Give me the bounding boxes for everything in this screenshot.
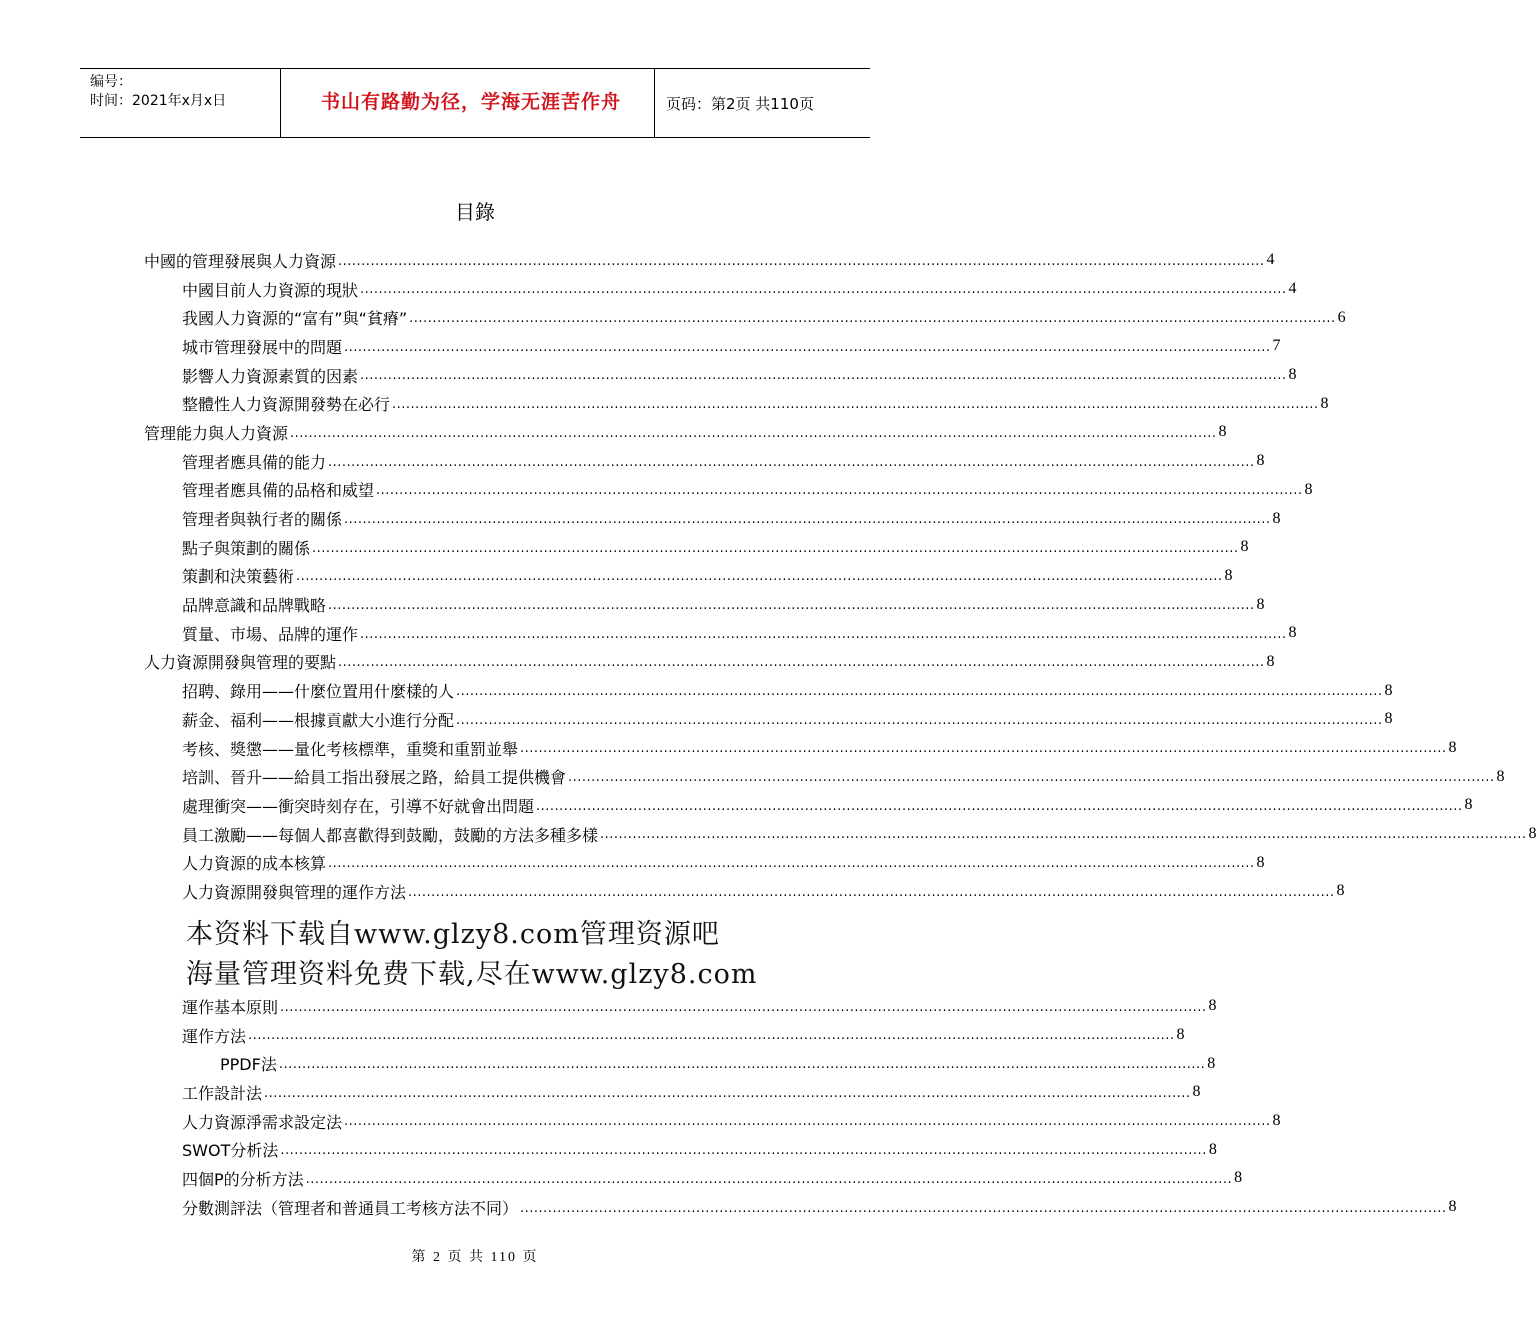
toc-entry-title: 點子與策劃的關係 — [182, 538, 311, 558]
toc-entry-title: 影響人力資源素質的因素 — [182, 366, 359, 386]
toc-entry[interactable] — [144, 734, 1457, 763]
toc-entry[interactable] — [144, 246, 1275, 275]
toc-leader-dots: ........................................................................................................................................................................................................ — [280, 999, 1207, 1015]
toc-entry-page: 8 — [1288, 366, 1297, 384]
toc-entry-title: 管理者與執行者的關係 — [182, 510, 343, 530]
toc-entry-page: 8 — [1464, 796, 1473, 814]
toc-entry-title: 城市管理發展中的問題 — [182, 337, 343, 357]
toc-entry-title: 招聘、錄用——什麼位置用什麼樣的人 — [182, 682, 455, 702]
toc-list-part1 — [144, 246, 1536, 906]
toc-leader-dots: ........................................................................................................................................................................................................ — [296, 569, 1223, 585]
toc-leader-dots: ........................................................................................................................................................................................................ — [360, 626, 1287, 642]
toc-entry-page: 8 — [1240, 538, 1249, 556]
toc-entry[interactable] — [144, 791, 1473, 820]
toc-entry-page: 8 — [1207, 1054, 1216, 1072]
toc-entry[interactable] — [144, 820, 1536, 849]
toc-entry[interactable] — [144, 619, 1297, 648]
toc-entry-title: 策劃和決策藝術 — [182, 567, 295, 587]
toc-entry[interactable] — [144, 1049, 1216, 1078]
header-motto: 书山有路勤为径，学海无涯苦作舟 — [320, 91, 621, 113]
toc-entry-title: 管理能力與人力資源 — [144, 423, 289, 443]
page-header — [80, 68, 870, 138]
toc-entry-title: 中國的管理發展與人力資源 — [144, 251, 337, 271]
toc-entry[interactable] — [144, 877, 1345, 906]
toc-entry-page: 4 — [1288, 280, 1297, 298]
toc-entry-title: 薪金、福利——根據貢獻大小進行分配 — [182, 710, 455, 730]
toc-entry-page: 8 — [1218, 423, 1227, 441]
toc-entry-title: 運作基本原則 — [182, 997, 279, 1017]
toc-entry[interactable] — [144, 476, 1313, 505]
toc-entry-page: 6 — [1337, 308, 1346, 326]
toc-entry-page: 8 — [1256, 595, 1265, 613]
toc-leader-dots: ........................................................................................................................................................................................................ — [264, 1085, 1191, 1101]
toc-entry[interactable] — [144, 1021, 1185, 1050]
toc-leader-dots: ........................................................................................................................................................................................................ — [280, 1143, 1207, 1159]
toc-leader-dots: ........................................................................................................................................................................................................ — [360, 282, 1287, 298]
toc-entry-page: 8 — [1320, 394, 1329, 412]
toc-entry[interactable] — [144, 1107, 1281, 1136]
toc-entry-title: 人力資源開發與管理的運作方法 — [182, 882, 407, 902]
toc-entry-title: 培訓、晉升——給員工指出發展之路，給員工提供機會 — [182, 768, 567, 788]
toc-leader-dots: ........................................................................................................................................................................................................ — [328, 454, 1255, 470]
watermark-line-1: 本资料下载自www.glzy8.com管理资源吧 — [186, 919, 720, 950]
toc-entry[interactable] — [144, 562, 1233, 591]
toc-leader-dots: ........................................................................................................................................................................................................ — [456, 712, 1383, 728]
toc-entry[interactable] — [144, 705, 1393, 734]
toc-entry-title: 分數測評法（管理者和普通員工考核方法不同） — [182, 1198, 519, 1218]
toc-entry-page: 8 — [1192, 1083, 1201, 1101]
toc-leader-dots: ........................................................................................................................................................................................................ — [392, 397, 1319, 413]
toc-list-part2 — [144, 992, 1457, 1222]
toc-leader-dots: ........................................................................................................................................................................................................ — [344, 1114, 1271, 1130]
page-footer: 第 2 页 共 110 页 — [411, 1250, 539, 1265]
toc-leader-dots: ........................................................................................................................................................................................................ — [376, 483, 1303, 499]
toc-entry-title: 人力資源淨需求設定法 — [182, 1112, 343, 1132]
toc-entry[interactable] — [144, 590, 1265, 619]
toc-entry-title: 品牌意識和品牌戰略 — [182, 596, 327, 616]
toc-leader-dots: ........................................................................................................................................................................................................ — [409, 311, 1336, 327]
toc-entry[interactable] — [144, 447, 1265, 476]
toc-leader-dots: ........................................................................................................................................................................................................ — [278, 1057, 1206, 1073]
toc-leader-dots: ........................................................................................................................................................................................................ — [328, 856, 1255, 872]
toc-entry-title: 工作設計法 — [182, 1083, 263, 1103]
toc-entry-page: 8 — [1528, 825, 1536, 843]
toc-entry-title: 管理者應具備的品格和威望 — [182, 481, 375, 501]
toc-title: 目錄 — [455, 200, 495, 224]
toc-leader-dots: ........................................................................................................................................................................................................ — [338, 655, 1265, 671]
toc-leader-dots: ........................................................................................................................................................................................................ — [408, 884, 1335, 900]
toc-entry-title: 處理衝突——衝突時刻存在，引導不好就會出問題 — [182, 796, 535, 816]
toc-entry[interactable] — [144, 303, 1346, 332]
toc-leader-dots: ........................................................................................................................................................................................................ — [338, 253, 1265, 269]
toc-entry-title: 整體性人力資源開發勢在必行 — [182, 395, 391, 415]
toc-entry[interactable] — [144, 389, 1329, 418]
toc-entry-title: 質量、市場、品牌的運作 — [182, 624, 359, 644]
toc-entry-page: 8 — [1256, 853, 1265, 871]
toc-entry-title: 考核、獎懲——量化考核標準，重獎和重罰並舉 — [182, 739, 519, 759]
toc-leader-dots: ........................................................................................................................................................................................................ — [568, 770, 1495, 786]
toc-entry-page: 8 — [1176, 1026, 1185, 1044]
toc-entry-title: 人力資源開發與管理的要點 — [144, 653, 337, 673]
toc-entry-page: 4 — [1266, 251, 1275, 269]
toc-leader-dots: ........................................................................................................................................................................................................ — [328, 597, 1255, 613]
toc-entry-title: 中國目前人力資源的現狀 — [182, 280, 359, 300]
toc-entry-page: 8 — [1208, 997, 1217, 1015]
toc-leader-dots: ........................................................................................................................................................................................................ — [360, 368, 1287, 384]
toc-entry[interactable] — [144, 332, 1281, 361]
toc-entry-title: 管理者應具備的能力 — [182, 452, 327, 472]
toc-entry-page: 8 — [1208, 1140, 1217, 1158]
toc-entry[interactable] — [144, 648, 1275, 677]
toc-entry-title: 我國人力資源的“富有”與“貧瘠” — [182, 309, 408, 329]
toc-leader-dots: ........................................................................................................................................................................................................ — [536, 798, 1463, 814]
toc-entry-page: 8 — [1304, 480, 1313, 498]
toc-leader-dots: ........................................................................................................................................................................................................ — [290, 425, 1217, 441]
toc-entry-page: 8 — [1234, 1169, 1243, 1187]
toc-entry-page: 7 — [1272, 337, 1281, 355]
toc-entry[interactable] — [144, 1164, 1243, 1193]
toc-entry[interactable] — [144, 418, 1227, 447]
toc-entry[interactable] — [144, 275, 1297, 304]
toc-leader-dots: ........................................................................................................................................................................................................ — [312, 540, 1239, 556]
toc-entry-page: 8 — [1336, 882, 1345, 900]
toc-entry[interactable] — [144, 992, 1217, 1021]
toc-entry-page: 8 — [1272, 509, 1281, 527]
toc-leader-dots: ........................................................................................................................................................................................................ — [520, 741, 1447, 757]
toc-entry-title: 員工激勵——每個人都喜歡得到鼓勵，鼓勵的方法多種多樣 — [182, 825, 599, 845]
toc-entry-title: 運作方法 — [182, 1026, 247, 1046]
toc-entry[interactable] — [144, 848, 1265, 877]
toc-entry[interactable] — [144, 1135, 1217, 1164]
toc-leader-dots: ........................................................................................................................................................................................................ — [344, 339, 1271, 355]
toc-entry[interactable] — [144, 1193, 1457, 1222]
toc-entry-title: PPDF法 — [220, 1055, 277, 1075]
header-divider — [280, 69, 281, 137]
toc-entry-page: 8 — [1448, 1198, 1457, 1216]
header-meta — [90, 73, 226, 111]
toc-entry-page: 8 — [1272, 1112, 1281, 1130]
toc-entry[interactable] — [144, 676, 1393, 705]
toc-leader-dots: ........................................................................................................................................................................................................ — [248, 1028, 1175, 1044]
toc-entry-page: 8 — [1384, 681, 1393, 699]
toc-entry[interactable] — [144, 504, 1281, 533]
toc-entry-title: 人力資源的成本核算 — [182, 854, 327, 874]
toc-entry-page: 8 — [1448, 739, 1457, 757]
toc-entry-page: 8 — [1496, 767, 1505, 785]
header-number-label: 编号： — [90, 74, 132, 90]
toc-entry[interactable] — [144, 762, 1505, 791]
toc-entry-page: 8 — [1288, 624, 1297, 642]
toc-entry[interactable] — [144, 533, 1249, 562]
toc-entry[interactable] — [144, 361, 1297, 390]
toc-leader-dots: ........................................................................................................................................................................................................ — [305, 1171, 1233, 1187]
toc-entry-page: 8 — [1384, 710, 1393, 728]
toc-entry-title: 四個P的分析方法 — [182, 1169, 304, 1189]
toc-leader-dots: ........................................................................................................................................................................................................ — [520, 1200, 1447, 1216]
toc-entry-page: 8 — [1256, 452, 1265, 470]
watermark-line-2: 海量管理资料免费下载,尽在www.glzy8.com — [186, 959, 758, 990]
header-date-label: 时间：2021年x月x日 — [90, 93, 227, 109]
toc-entry-page: 8 — [1224, 566, 1233, 584]
toc-entry-title: SWOT分析法 — [182, 1141, 279, 1161]
toc-entry-page: 8 — [1266, 652, 1275, 670]
toc-leader-dots: ........................................................................................................................................................................................................ — [456, 684, 1383, 699]
toc-entry[interactable] — [144, 1078, 1201, 1107]
toc-leader-dots: ........................................................................................................................................................................................................ — [600, 827, 1527, 843]
toc-leader-dots: ........................................................................................................................................................................................................ — [344, 511, 1271, 527]
header-page-info: 页码：第2页 共110页 — [666, 95, 814, 113]
